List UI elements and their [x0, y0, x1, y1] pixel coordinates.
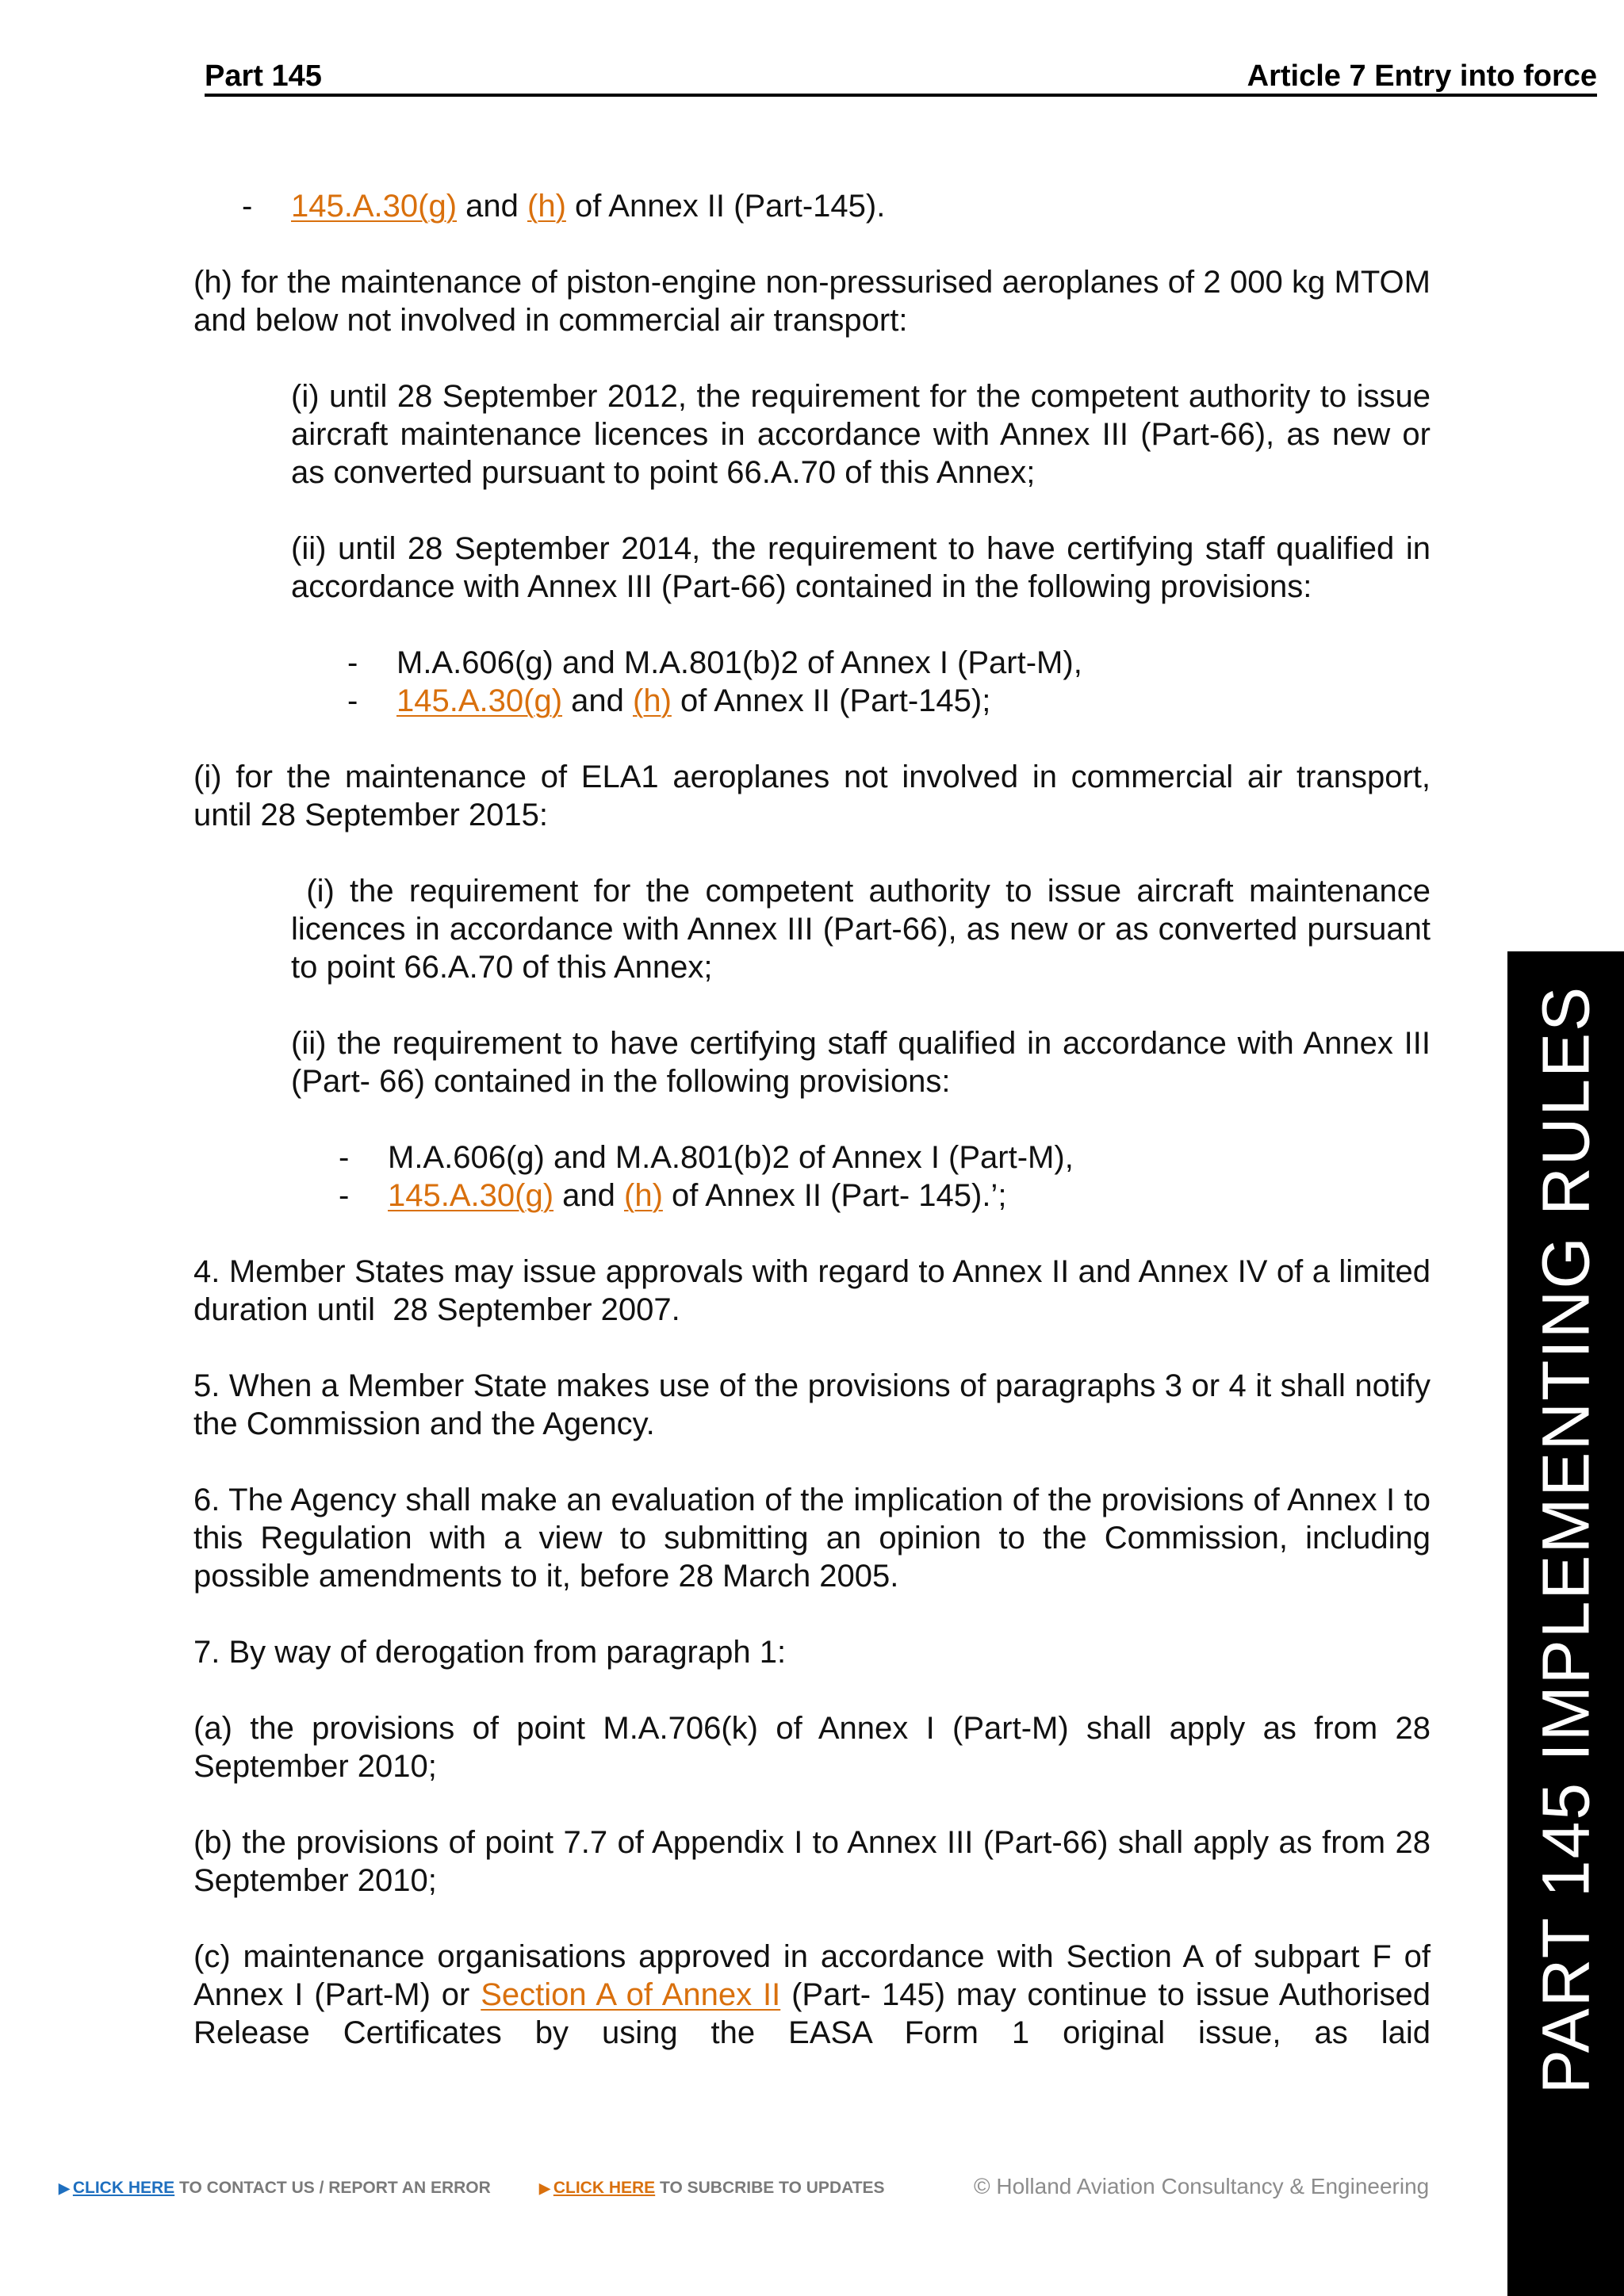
dash-bullet: -	[339, 1140, 350, 1175]
ref-link-h[interactable]: (h)	[624, 1178, 663, 1213]
paragraph-7: 7. By way of derogation from paragraph 1:	[193, 1635, 787, 1670]
item-text: of Annex II (Part- 145).’;	[662, 1178, 1007, 1213]
document-body	[193, 187, 1440, 2090]
item-text: and	[553, 1178, 624, 1213]
item-text: M.A.606(g) and M.A.801(b)2 of Annex I (Part-M),	[388, 1140, 1074, 1175]
paragraph-text: (c) maintenance organisations approved in accordance with Section A of subpart F of Annex I (Part-M) or	[193, 1939, 1431, 2012]
contact-link[interactable]: CLICK HERE	[72, 2179, 175, 2197]
paragraph-h-ii: (ii) until 28 September 2014, the requirement to have certifying staff qualified in accordance with Annex III (Part-66) contained in the following provisions:	[291, 531, 1431, 604]
contact-link-group	[59, 2179, 491, 2198]
paragraph-i-i: (i) the requirement for the competent authority to issue aircraft maintenance licences in accordance with Annex III (Part-66), as new or as converted pursuant to point 66.A.70 of this Annex;	[291, 874, 1440, 985]
play-arrow-icon: ▶	[539, 2180, 550, 2196]
header-article-title: Article 7 Entry into force	[1247, 59, 1597, 93]
item-text: of Annex II (Part-145).	[565, 189, 886, 224]
dash-bullet: -	[339, 1178, 350, 1213]
contact-text: TO CONTACT US / REPORT AN ERROR	[174, 2179, 491, 2197]
paragraph-i-ii: (ii) the requirement to have certifying staff qualified in accordance with Annex III (Part- 66) contained in the following provisions:	[291, 1026, 1431, 1099]
subscribe-link-group	[539, 2179, 885, 2198]
paragraph-7a: (a) the provisions of point M.A.706(k) of Annex I (Part-M) shall apply as from 28 September 2010;	[193, 1711, 1431, 1784]
page-header	[205, 57, 1597, 97]
ref-link-145-a-30-g[interactable]: 145.A.30(g)	[396, 683, 563, 718]
item-text: M.A.606(g) and M.A.801(b)2 of Annex I (Part-M),	[396, 645, 1082, 680]
ref-link-h[interactable]: (h)	[527, 189, 566, 224]
side-tab-label: PART 145 IMPLEMENTING RULES	[1528, 985, 1603, 2095]
header-part-title: Part 145	[205, 59, 322, 93]
list-item	[347, 682, 1431, 720]
dash-bullet: -	[347, 645, 358, 680]
dash-bullet: -	[347, 683, 358, 718]
paragraph-h: (h) for the maintenance of piston-engine non-pressurised aeroplanes of 2 000 kg MTOM and below not involved in commercial air transport:	[193, 265, 1431, 338]
i-dash-list	[339, 1138, 1431, 1215]
top-dash-list	[242, 187, 1431, 225]
paragraph-7c	[193, 1938, 1431, 2052]
item-text: of Annex II (Part-145);	[671, 683, 991, 718]
page-footer	[59, 2172, 1438, 2204]
subscribe-text: TO SUBCRIBE TO UPDATES	[655, 2179, 885, 2197]
item-text: and	[562, 683, 633, 718]
copyright-text: © Holland Aviation Consultancy & Engineering	[974, 2174, 1430, 2198]
paragraph-5: 5. When a Member State makes use of the provisions of paragraphs 3 or 4 it shall notify the Commission and the Agency.	[193, 1368, 1431, 1441]
ref-link-145-a-30-g[interactable]: 145.A.30(g)	[388, 1178, 554, 1213]
ref-link-145-a-30-g[interactable]: 145.A.30(g)	[291, 189, 458, 224]
dash-bullet: -	[242, 189, 253, 224]
paragraph-i: (i) for the maintenance of ELA1 aeroplanes not involved in commercial air transport, until 28 September 2015:	[193, 760, 1431, 832]
paragraph-7b: (b) the provisions of point 7.7 of Appendix I to Annex III (Part-66) shall apply as from 28 September 2010;	[193, 1825, 1431, 1898]
h-dash-list	[347, 644, 1431, 720]
ref-link-section-a-annex-ii[interactable]: Section A of Annex II	[481, 1977, 781, 2012]
list-item	[347, 644, 1431, 682]
list-item	[339, 1138, 1431, 1177]
item-text: and	[457, 189, 527, 224]
paragraph-6: 6. The Agency shall make an evaluation of the implication of the provisions of Annex I to this Regulation with a view to submitting an opinion to the Commission, including possible amendments to it, before 28 March 2005.	[193, 1483, 1431, 1594]
subscribe-link[interactable]: CLICK HERE	[553, 2179, 656, 2197]
paragraph-h-i: (i) until 28 September 2012, the requirement for the competent authority to issue aircraft maintenance licences in accordance with Annex III (Part-66), as new or as converted pursuant to point 66.A.70 of this Annex;	[291, 379, 1431, 490]
side-tab	[1507, 951, 1624, 2296]
paragraph-text: (Part- 145) may continue to issue Authorised Release Certificates by using the EASA Form 1 original issue, as laid	[193, 1977, 1431, 2050]
list-item	[242, 187, 1431, 225]
ref-link-h[interactable]: (h)	[633, 683, 672, 718]
play-arrow-icon: ▶	[59, 2180, 70, 2196]
list-item	[339, 1177, 1431, 1215]
paragraph-4: 4. Member States may issue approvals with regard to Annex II and Annex IV of a limited duration until 28 September 2007.	[193, 1254, 1440, 1327]
